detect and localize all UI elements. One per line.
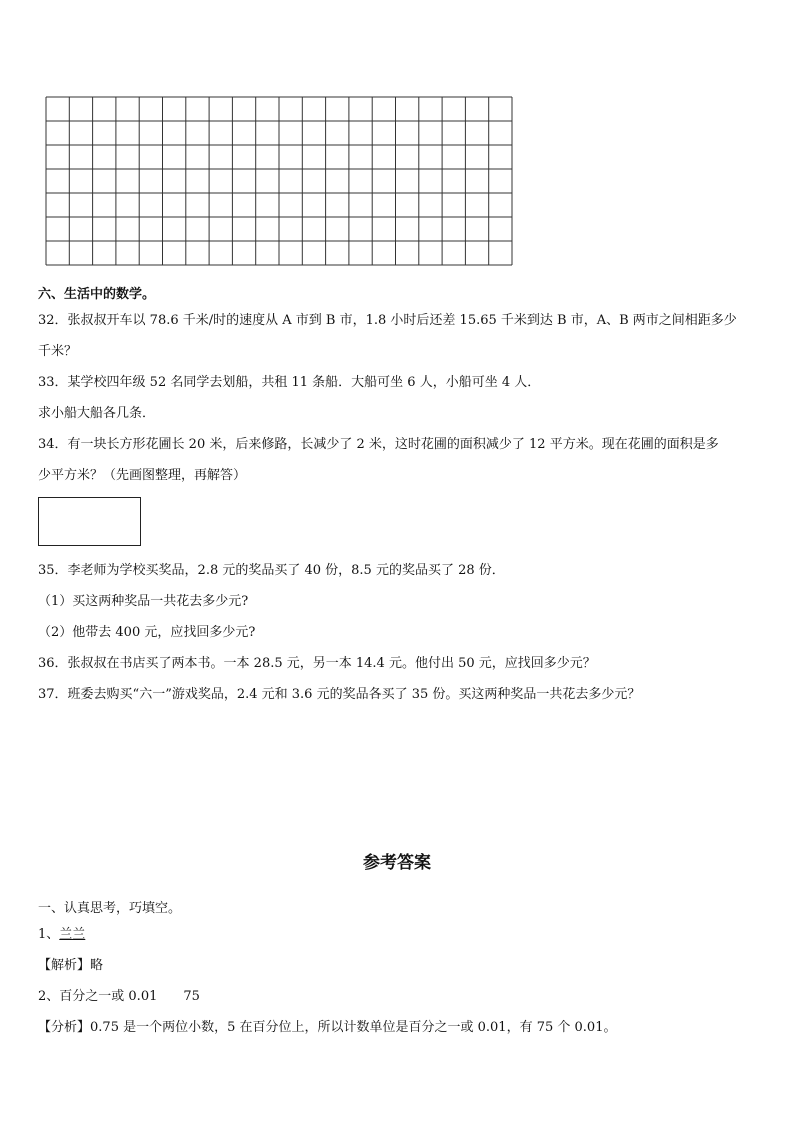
answer-1-text: 兰兰	[59, 927, 86, 942]
section6-heading: 六、生活中的数学。	[38, 287, 156, 302]
square-grid	[45, 96, 513, 266]
q33-line2: 求小船大船各几条．	[38, 406, 156, 421]
analysis-tag: 【分析】	[38, 1020, 91, 1035]
q35-sub1: （1）买这两种奖品一共花去多少元?	[38, 594, 249, 609]
analysis-tag: 【解析】	[38, 958, 91, 973]
grid-drawing	[45, 96, 513, 266]
q34-line2: 少平方米？（先画图整理，再解答）	[38, 468, 247, 483]
q32-line2: 千米？	[38, 344, 78, 359]
q37-line1: 37．班委去购买“六一”游戏奖品，2.4 元和 3.6 元的奖品各买了 35 份。买这两种奖品一共花去多少元？	[38, 687, 641, 702]
drawing-rectangle	[38, 497, 141, 546]
answer-1-num: 1、	[38, 927, 60, 942]
analysis-text: 0.75 是一个两位小数，5 在百分位上，所以计数单位是百分之一或 0.01，有 75 个 0.01。	[90, 1020, 617, 1035]
answer-2-num: 2、	[38, 989, 60, 1004]
q35-sub2: （2）他带去 400 元，应找回多少元?	[38, 625, 256, 640]
answers-section1: 一、认真思考，巧填空。	[38, 901, 182, 916]
analysis-text: 略	[90, 958, 104, 973]
q36-line1: 36．张叔叔在书店买了两本书。一本 28.5 元，另一本 14.4 元。他付出 50 元，应找回多少元？	[38, 656, 596, 671]
q35-line1: 35．李老师为学校买奖品，2.8 元的奖品买了 40 份，8.5 元的奖品买了 28 份．	[38, 563, 505, 578]
q34-line1: 34．有一块长方形花圃长 20 米，后来修路，长减少了 2 米，这时花圃的面积减少了 12 平方米。现在花圃的面积是多	[38, 437, 719, 452]
answers-title: 参考答案	[363, 853, 431, 873]
q33-line1: 33．某学校四年级 52 名同学去划船，共租 11 条船．大船可坐 6 人，小船可坐 4 人．	[38, 375, 541, 390]
answer-1-analysis	[38, 957, 103, 975]
q32-line1: 32．张叔叔开车以 78.6 千米/时的速度从 A 市到 B 市，1.8 小时后还差 15.65 千米到达 B 市，A、B 两市之间相距多少	[38, 313, 737, 328]
answer-1	[38, 926, 85, 944]
answer-2-part1: 百分之一或 0.01	[59, 989, 158, 1004]
answer-2	[38, 988, 200, 1006]
answer-2-part2: 75	[183, 989, 200, 1004]
answer-2-analysis	[38, 1019, 616, 1037]
